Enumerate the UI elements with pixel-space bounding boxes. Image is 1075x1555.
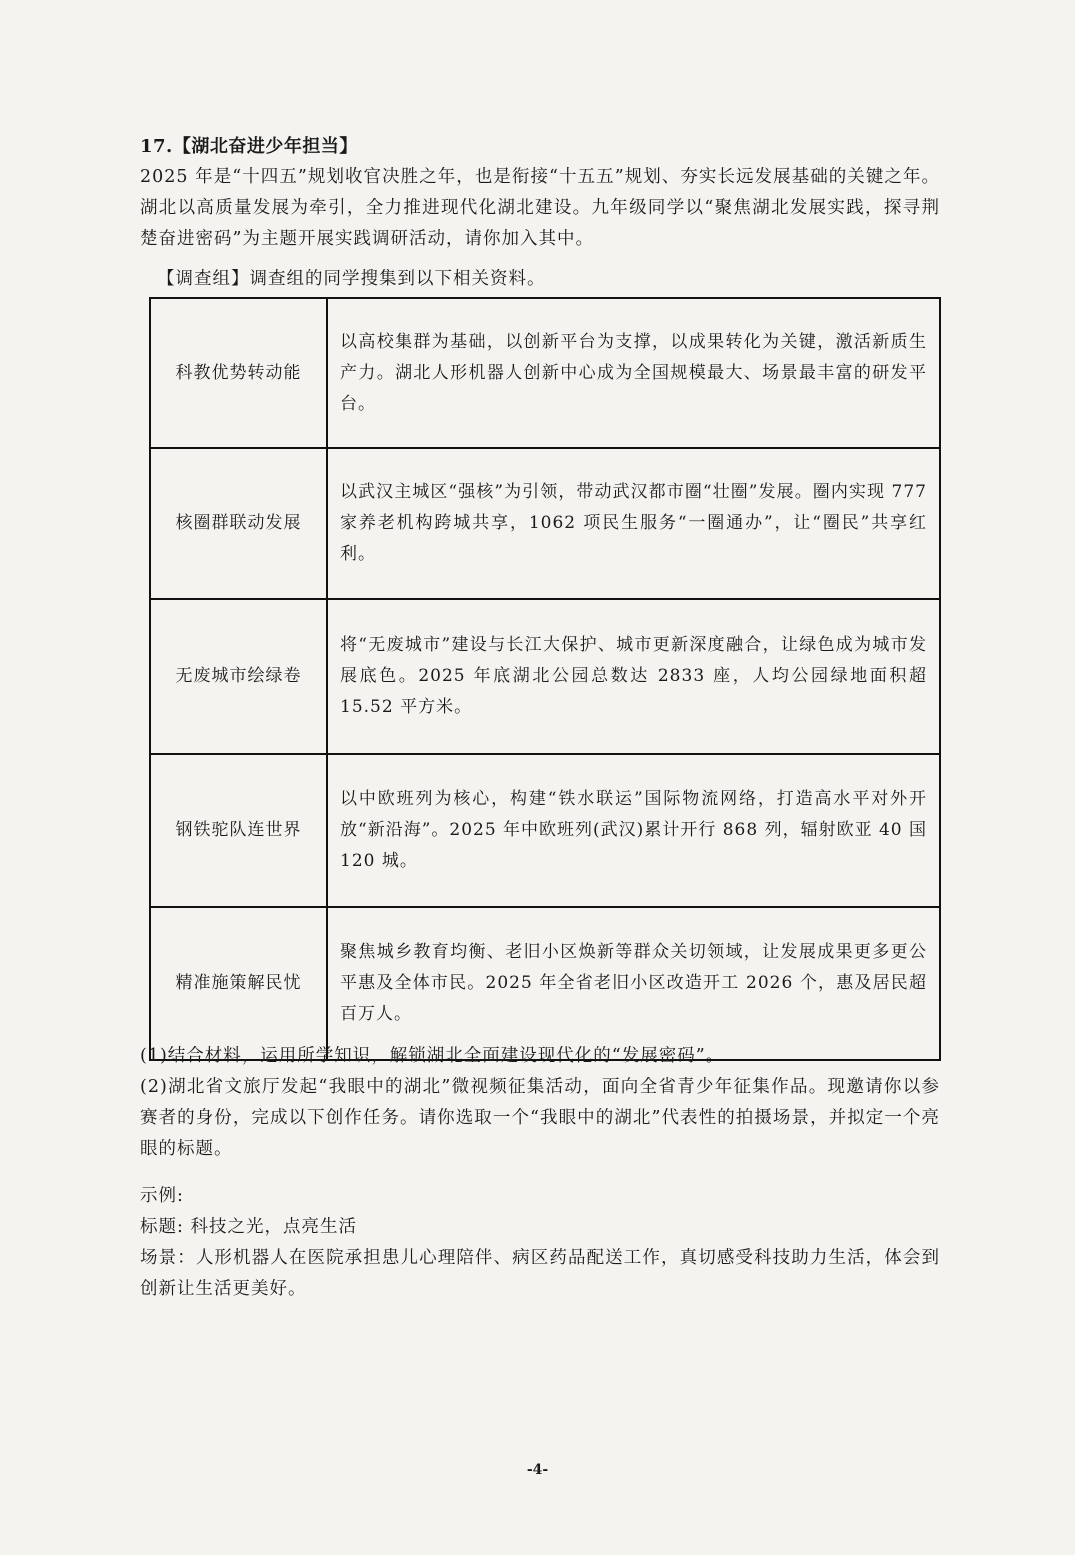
table-row <box>150 754 940 907</box>
row-label: 钢铁驼队连世界 <box>150 754 327 907</box>
row-content: 聚焦城乡教育均衡、老旧小区焕新等群众关切领域，让发展成果更多更公平惠及全体市民。2025 年全省老旧小区改造开工 2026 个，惠及居民超百万人。 <box>327 907 940 1060</box>
row-content: 以中欧班列为核心，构建“铁水联运”国际物流网络，打造高水平对外开放“新沿海”。2025 年中欧班列(武汉)累计开行 868 列，辐射欧亚 40 国 120 城。 <box>327 754 940 907</box>
example-scene: 场景：人形机器人在医院承担患儿心理陪伴、病区药品配送工作，真切感受科技助力生活，体会到创新让生活更美好。 <box>140 1248 940 1299</box>
page-number: -4- <box>526 1462 549 1478</box>
example-label: 示例: <box>140 1186 184 1206</box>
table-row <box>150 907 940 1060</box>
row-label: 核圈群联动发展 <box>150 448 327 599</box>
row-label: 科教优势转动能 <box>150 298 327 448</box>
row-content: 将“无废城市”建设与长江大保护、城市更新深度融合，让绿色成为城市发展底色。2025 年底湖北公园总数达 2833 座，人均公园绿地面积超 15.52 平方米。 <box>327 599 940 754</box>
question-title: 17.【湖北奋进少年担当】 <box>140 136 358 157</box>
example-title: 标题: 科技之光，点亮生活 <box>140 1217 357 1237</box>
table-row <box>150 448 940 599</box>
survey-group-text: 【调查组】调查组的同学搜集到以下相关资料。 <box>157 269 546 289</box>
row-content: 以武汉主城区“强核”为引领，带动武汉都市圈“壮圈”发展。圈内实现 777 家养老机构跨城共享，1062 项民生服务“一圈通办”，让“圈民”共享红利。 <box>327 448 940 599</box>
question-intro: 2025 年是“十四五”规划收官决胜之年，也是衔接“十五五”规划、夯实长远发展基础的关键之年。湖北以高质量发展为牵引，全力推进现代化湖北建设。九年级同学以“聚焦湖北发展实践，探寻荆楚奋进密码”为主题开展实践调研活动，请你加入其中。 <box>140 167 940 249</box>
subquestion-2: (2)湖北省文旅厅发起“我眼中的湖北”微视频征集活动，面向全省青少年征集作品。现邀请你以参赛者的身份，完成以下创作任务。请你选取一个“我眼中的湖北”代表性的拍摄场景，并拟定一个亮眼的标题。 <box>140 1077 940 1159</box>
table-row <box>150 599 940 754</box>
material-table <box>149 297 941 1061</box>
table-row <box>150 298 940 448</box>
row-label: 精准施策解民忧 <box>150 907 327 1060</box>
subquestion-1: (1)结合材料，运用所学知识，解锁湖北全面建设现代化的“发展密码”。 <box>140 1046 725 1066</box>
row-label: 无废城市绘绿卷 <box>150 599 327 754</box>
row-content: 以高校集群为基础，以创新平台为支撑，以成果转化为关键，激活新质生产力。湖北人形机器人创新中心成为全国规模最大、场景最丰富的研发平台。 <box>327 298 940 448</box>
